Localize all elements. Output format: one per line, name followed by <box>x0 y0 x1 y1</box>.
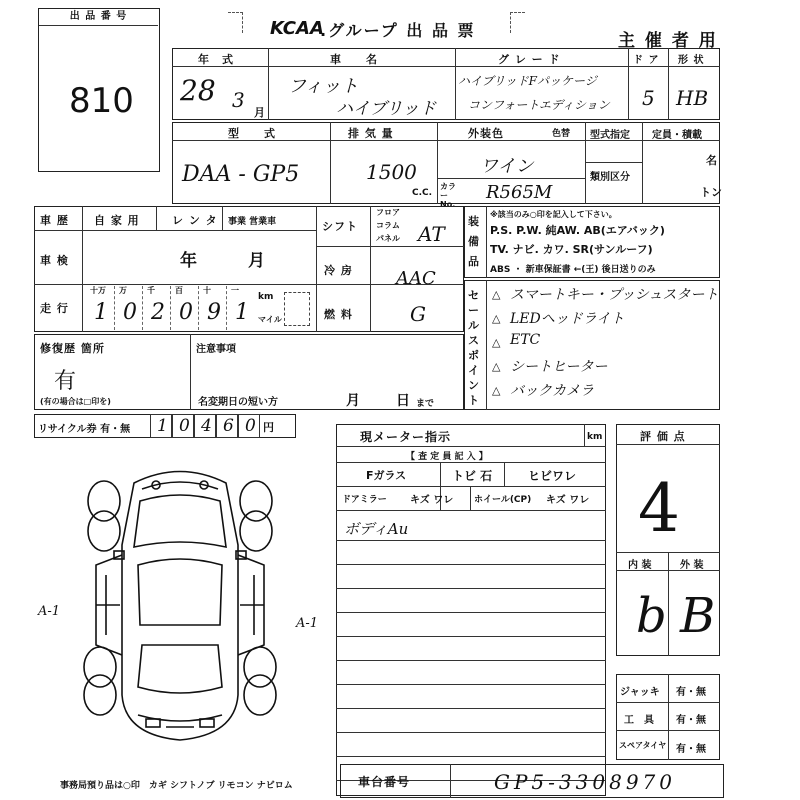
inspection-rule-line <box>336 636 606 637</box>
class-label: 類別区分 <box>590 172 630 183</box>
mileage-digit-cell <box>198 286 226 330</box>
interior-label: 内 装 <box>628 560 652 571</box>
mileage-digit-label: 百 <box>175 286 183 295</box>
sales-point-item: スマートキー・プッシュスタート <box>510 287 719 303</box>
wheel-opts: キズ ワレ <box>546 495 590 506</box>
sales-point-mark: △ <box>492 384 501 397</box>
history-label: 車 歴 <box>40 214 69 227</box>
rating-score: 4 <box>638 470 680 547</box>
exterior-value: B <box>680 588 716 644</box>
interior-value: b <box>636 588 667 644</box>
recycle-digit-value: 6 <box>223 416 234 436</box>
reg-mark-left <box>228 12 243 33</box>
glass-crack: ヒビワレ <box>528 469 577 483</box>
wheel-label: ホイール(CP) <box>474 495 532 505</box>
kcaa-logo: KCAA <box>270 18 324 39</box>
mileage-digit-label: 万 <box>119 286 127 295</box>
reg-mark-right <box>510 12 525 33</box>
car-damage-diagram <box>60 455 330 755</box>
fuel-value: G <box>410 302 426 326</box>
lot-number-box <box>38 8 160 172</box>
equipment-line2: TV. ナビ. カワ. SR(サンルーフ) <box>490 243 653 256</box>
inspection-label: 車 検 <box>40 254 69 267</box>
mile-checkbox[interactable] <box>284 292 310 326</box>
mileage-digit-label: 千 <box>147 286 155 295</box>
recycle-digit-value: 4 <box>201 416 212 436</box>
mileage-digit-label: 一 <box>231 286 239 295</box>
model-line2: ハイブリッド <box>336 99 437 119</box>
color-no-value: R565M <box>486 182 553 203</box>
glass-label: Fガラス <box>366 469 407 482</box>
inspection-month: 月 <box>248 251 265 271</box>
meter-km: km <box>587 432 603 442</box>
mileage-digit-value: 1 <box>235 300 249 325</box>
sales-point-mark: △ <box>492 288 501 301</box>
sales-point-label-text: セールスポイント <box>468 289 479 407</box>
spare-value: 有・無 <box>676 744 706 755</box>
inspection-rule-line <box>336 612 606 613</box>
expiry-day: 日 <box>396 393 411 409</box>
recycle-unit: 円 <box>263 421 274 434</box>
inspection-rule-line <box>336 660 606 661</box>
jack-label: ジャッキ <box>620 687 660 698</box>
expiry-label: 名変期日の短い方 <box>198 397 278 408</box>
sales-point-item: シートヒーター <box>510 359 608 375</box>
recycle-digit-cell <box>216 414 238 438</box>
recycle-digit-value: 0 <box>245 416 256 436</box>
repair-label: 修復歴 箇所 <box>40 342 105 355</box>
color-label: 外装色 <box>468 127 504 140</box>
mileage-digit-cell <box>86 286 114 330</box>
recycle-digit-cell <box>150 414 172 438</box>
sales-point-mark: △ <box>492 360 501 373</box>
type-label: 型 式 <box>228 127 276 140</box>
mirror-label: ドアミラー <box>342 495 387 505</box>
footer-items: 事務局預り品は○印 カギ シフトノブ リモコン ナビロム <box>60 781 293 791</box>
capacity-unit-persons: 名 <box>706 154 717 167</box>
km-label: km <box>258 292 274 302</box>
spare-label: スペアタイヤ <box>619 741 667 750</box>
color-change-label: 色替 <box>552 129 571 139</box>
chassis-value: GP5-3308970 <box>494 770 676 794</box>
ac-value: AAC <box>396 268 436 289</box>
mileage-digit-label: 十万 <box>90 286 106 295</box>
exterior-label: 外 装 <box>680 560 704 571</box>
recycle-digit-cell <box>194 414 216 438</box>
grade-line1: ハイブリッドFパッケージ <box>458 74 597 88</box>
displacement-value: 1500 <box>366 160 417 184</box>
mileage-digit-cell <box>226 286 254 330</box>
year-label: 年 式 <box>198 53 234 66</box>
sales-point-item: バックカメラ <box>510 383 594 399</box>
inspection-rule-line <box>336 684 606 685</box>
repair-note: (有の場合は□印を) <box>40 397 111 406</box>
shift-label: シフト <box>322 220 358 233</box>
notes-label: 注意事項 <box>196 344 236 355</box>
model-label: 車 名 <box>330 53 378 66</box>
diagram-right-mark: A-1 <box>296 616 319 631</box>
inspection-rule-line <box>336 708 606 709</box>
repair-value: 有 <box>54 369 77 394</box>
type-value: DAA - GP5 <box>182 162 300 187</box>
sales-point-mark: △ <box>492 312 501 325</box>
rating-label: 評 価 点 <box>640 430 686 443</box>
capacity-label: 定員・積載 <box>652 130 702 141</box>
equipment-line1: P.S. P.W. 純AW. AB(エアバック) <box>490 224 665 237</box>
chassis-label: 車台番号 <box>358 775 411 789</box>
month-value: 3 <box>232 88 245 112</box>
month-unit: 月 <box>254 106 266 119</box>
capacity-unit-tons: トン <box>700 186 722 199</box>
fuel-label: 燃 料 <box>324 308 353 321</box>
sales-point-item: ETC <box>510 332 541 348</box>
lot-number-label: 出 品 番 号 <box>39 9 158 26</box>
mile-label: マイル <box>258 315 282 324</box>
ac-label: 冷 房 <box>324 264 353 277</box>
history-private: 自 家 用 <box>94 214 140 227</box>
inspection-rule-line <box>336 756 606 757</box>
body-value: HB <box>676 86 709 110</box>
body-note: ボディAu <box>344 520 409 538</box>
history-rental: レ ン タ <box>172 214 218 227</box>
recycle-digit-cell <box>238 414 260 438</box>
mileage-digit-value: 9 <box>207 300 221 325</box>
grade-label: グ レ ー ド <box>498 53 561 66</box>
equipment-line3: ABS ・ 新車保証書 ←(王) 後日送りのみ <box>490 265 656 275</box>
meter-label: 現メーター指示 <box>360 430 452 444</box>
jack-value: 有・無 <box>676 687 706 698</box>
history-business: 事業 営業車 <box>228 217 277 227</box>
displacement-label: 排 気 量 <box>348 127 394 140</box>
sponsor-label: 主 催 者 用 <box>618 31 718 51</box>
doors-label: ド ア <box>633 55 660 66</box>
inspection-rule-line <box>336 588 606 589</box>
mileage-digit-cell <box>170 286 198 330</box>
inspection-year: 年 <box>180 251 197 271</box>
inspector-label: 【 査 定 員 記 入 】 <box>406 452 488 462</box>
tool-value: 有・無 <box>676 715 706 726</box>
inspection-rule-line <box>336 540 606 541</box>
grade-line2: コンフォートエディション <box>468 98 610 112</box>
equipment-note: ※該当のみ○印を記入して下さい。 <box>490 210 617 219</box>
mirror-opts: キズ ワレ <box>410 495 454 506</box>
recycle-digit-value: 1 <box>157 416 168 436</box>
diagram-left-mark: A-1 <box>38 604 61 619</box>
model-line1: フィット <box>288 76 359 97</box>
mileage-digit-value: 1 <box>94 300 108 325</box>
color-value: ワイン <box>480 156 534 177</box>
expiry-month: 月 <box>346 393 361 409</box>
sales-point-label <box>468 288 482 408</box>
body-label: 形 状 <box>678 55 705 66</box>
recycle-digit-value: 0 <box>179 416 190 436</box>
mileage-digit-label: 十 <box>203 286 211 295</box>
mileage-digit-cell <box>114 286 142 330</box>
mileage-digit-cell <box>142 286 170 330</box>
inspection-rule-line <box>336 732 606 733</box>
equipment-label <box>468 212 482 272</box>
mileage-label: 走 行 <box>40 302 69 315</box>
mileage-digit-value: 2 <box>151 300 165 325</box>
recycle-digit-cell <box>172 414 194 438</box>
recycle-label: リサイクル券 有・無 <box>38 424 131 435</box>
shift-opt-column: コラム <box>376 221 400 230</box>
type-cert-label: 型式指定 <box>590 130 630 141</box>
year-value: 28 <box>180 74 216 107</box>
shift-value: AT <box>418 222 445 246</box>
cc-label: C.C. <box>412 188 433 198</box>
form-title: .グループ 出 品 票 <box>320 21 476 40</box>
mileage-digit-value: 0 <box>123 300 137 325</box>
sales-point-item: LEDヘッドライト <box>510 311 625 327</box>
lot-number-value: 810 <box>69 81 134 121</box>
doors-value: 5 <box>642 86 655 110</box>
tool-label: 工 具 <box>624 715 654 726</box>
glass-opts: トビ 石 <box>452 469 493 483</box>
sales-point-mark: △ <box>492 336 501 349</box>
equipment-label-text: 装 備 品 <box>468 215 479 268</box>
mileage-digit-value: 0 <box>179 300 193 325</box>
inspection-rule-line <box>336 564 606 565</box>
expiry-suffix: まで <box>416 399 435 409</box>
shift-opt-floor: フロア <box>376 208 400 217</box>
shift-opt-panel: パネル <box>376 234 400 243</box>
color-no-label: カラー No. <box>440 182 456 209</box>
